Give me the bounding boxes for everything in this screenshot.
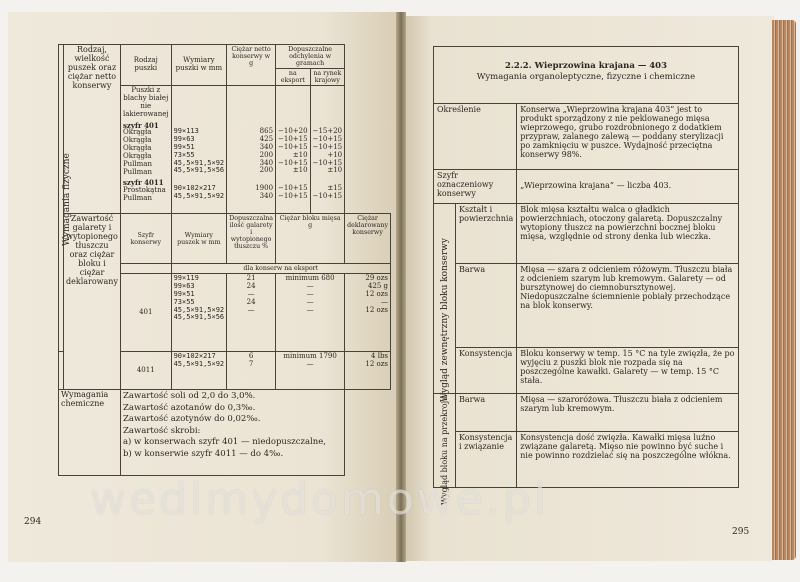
- can-dimensions: 73×55: [173, 297, 195, 306]
- col-header-net-weight: Ciężar netto konserwy w g: [227, 45, 276, 86]
- row-text-0: Konserwa „Wieprzowina krajana 403” jest to produkt sporządzony z nie peklowanego mięsa wieprzowego, grubo rozdrobnionego z dodatkiem przypraw, zalanego zalewą — poddany sterylizacji po zamknięciu w puszce. Wydajność przeciętna konserwy 98%.: [517, 104, 739, 170]
- can-dimensions: 45,5×91,5×56: [173, 166, 225, 175]
- section2-header: Zawartość galarety i wytopionego tłuszczu oraz ciężar bloku i ciężar deklarowany: [64, 214, 121, 390]
- page-edges: [772, 20, 796, 560]
- fat-percent: —: [247, 305, 255, 314]
- watermark: wedlmydomowe.pl: [90, 474, 549, 525]
- block-weight: —: [306, 297, 314, 306]
- can-type: Okrągła: [122, 136, 152, 145]
- declared-weight: 12 ozs: [365, 360, 389, 369]
- code-401: szyfr 401: [122, 120, 159, 130]
- section-title: 2.2.2. Wieprzowina krajana — 403: [504, 61, 668, 71]
- side-label-cross-section: Wygląd bloku na przekroju: [440, 395, 449, 505]
- row-text-5: Mięsa — szaroróżowa. Tłuszczu biała z odcieniem szarym lub kremowym.: [517, 394, 739, 432]
- chemical-requirement-line: Zawartość skrobi:: [122, 425, 201, 436]
- can-dimensions: 45,5×91,5×92: [173, 305, 225, 314]
- can-dimensions: 45,5×91,5×92: [173, 192, 225, 201]
- deviation-export: −10+15: [278, 158, 308, 167]
- page-number-right: 295: [732, 527, 750, 537]
- col-header-deviation: Dopuszczalne odchylenia w gramach: [276, 45, 345, 69]
- net-weight: 200: [259, 150, 274, 159]
- row-label-5: Barwa: [456, 394, 517, 432]
- row-label-4: Konsystencja: [456, 348, 517, 394]
- net-weight: 1900: [255, 184, 274, 193]
- net-weight: 425: [259, 135, 274, 144]
- row-label-6: Konsystencja i związanie: [456, 432, 517, 488]
- deviation-domestic: −15+20: [312, 127, 343, 136]
- chemical-requirement-line: Zawartość azotanów do 0,3‰.: [122, 402, 256, 413]
- can-dimensions: 45,5×91,5×56: [173, 313, 225, 322]
- subheader-export: na eksport: [276, 69, 311, 86]
- can-dimensions: 99×51: [173, 289, 195, 298]
- can-dimensions: 73×55: [173, 150, 195, 159]
- row-label-2: Kształt i powierzchnia: [456, 204, 517, 264]
- row-text-6: Konsystencja dość zwięzła. Kawałki mięsa luźno związane galaretą. Mięso nie powinno być suche i nie powinno rozdzielać się na poszczególne włókna.: [517, 432, 739, 488]
- s2-col-code: Szyfr konserwy: [120, 214, 171, 264]
- deviation-export: ±10: [292, 150, 308, 159]
- declared-weight: 12 ozs: [365, 305, 389, 314]
- deviation-export: −10+15: [278, 184, 308, 193]
- section1-header: Rodzaj, wielkość puszek oraz ciężar netto konserwy: [64, 45, 121, 214]
- row-text-1: „Wieprzowina krajana” — liczba 403.: [517, 170, 739, 204]
- declared-weight: —: [381, 297, 389, 306]
- s2-col-fat: Dopuszczalna ilość galarety i wytopionego tłuszczu %: [227, 214, 276, 264]
- net-weight: 340: [259, 142, 274, 151]
- fat-percent: 21: [246, 274, 256, 283]
- deviation-export: −10+15: [278, 135, 308, 144]
- can-type: Pullman: [122, 167, 152, 176]
- deviation-domestic: ±10: [327, 166, 343, 175]
- subheader-domestic: na rynek krajowy: [310, 69, 345, 86]
- chemical-label: Wymagania chemiczne: [59, 390, 121, 476]
- can-type: Okrągła: [122, 144, 152, 153]
- s2-code-401: 401: [120, 274, 171, 352]
- can-dimensions: 90×102×217: [173, 352, 216, 361]
- chemical-requirement-line: b) w konserwie szyfr 4011 — do 4‰.: [122, 448, 284, 459]
- right-header: [433, 46, 739, 104]
- deviation-export: −10+15: [278, 142, 308, 151]
- s2-col-declared: Ciężar deklarowany konserwy: [345, 214, 391, 264]
- section-subtitle: Wymagania organoleptyczne, fizyczne i chemiczne: [476, 72, 696, 83]
- can-dimensions: 99×113: [173, 127, 199, 136]
- fat-percent: 24: [246, 282, 256, 291]
- can-type: Prostokątna: [122, 186, 166, 195]
- page-number-left: 294: [24, 517, 42, 527]
- block-weight: minimum 680: [285, 274, 335, 283]
- row-text-4: Bloku konserwy w temp. 15 °C na tyle zwięzła, że po wyjęciu z puszki blok nie rozpada się na poszczególne kawałki. Galarety — w temp. 15 °C stała.: [517, 348, 739, 394]
- can-dimensions: 99×63: [173, 135, 195, 144]
- net-weight: 340: [259, 158, 274, 167]
- deviation-domestic: ±15: [327, 184, 343, 193]
- declared-weight: 29 ozs: [365, 274, 389, 283]
- can-type: Okrągła: [122, 128, 152, 137]
- deviation-domestic: −10+15: [312, 142, 343, 151]
- code-4011: szyfr 4011: [122, 178, 164, 188]
- can-dimensions: 99×63: [173, 282, 195, 291]
- fat-percent: 7: [248, 360, 254, 369]
- row-label-0: Określenie: [434, 104, 517, 170]
- net-weight: 200: [259, 166, 274, 175]
- can-type: Okrągła: [122, 151, 152, 160]
- deviation-domestic: −10+15: [312, 192, 343, 201]
- can-type: Pullman: [122, 194, 152, 202]
- can-dimensions: 99×51: [173, 142, 195, 151]
- can-dimensions: 45,5×91,5×92: [173, 360, 225, 369]
- can-dimensions: 99×119: [173, 274, 199, 283]
- declared-weight: 425 g: [367, 282, 389, 291]
- deviation-domestic: +10: [327, 150, 343, 159]
- block-weight: —: [306, 360, 314, 369]
- block-weight: minimum 1790: [283, 352, 337, 361]
- declared-weight: 4 lbs: [371, 352, 389, 361]
- s2-code-4011: 4011: [120, 352, 171, 390]
- block-weight: —: [306, 289, 314, 298]
- row-text-3: Mięsa — szara z odcieniem różowym. Tłuszczu biała z odcieniem szarym lub kremowym. Galarety — od bursztynowej do ciemnobursztynowej. Niedopuszczalne ściemnienie pobiały przechodzące na blok konserwy.: [517, 264, 739, 348]
- chemical-requirement-line: a) w konserwach szyfr 401 — niedopuszczalne,: [122, 437, 326, 448]
- chemical-requirement-line: Zawartość azotynów do 0,02‰.: [122, 414, 261, 425]
- deviation-domestic: −10+15: [312, 135, 343, 144]
- col-header-dimensions: Wymiary puszki w mm: [171, 45, 227, 86]
- can-dimensions: 90×102×217: [173, 184, 216, 193]
- fat-percent: 6: [248, 352, 254, 361]
- can-group-title: Puszki z blachy białej nie lakierowanej: [122, 86, 169, 118]
- net-weight: 340: [259, 192, 274, 201]
- deviation-export: −10+15: [278, 192, 308, 201]
- declared-weight: 12 ozs: [365, 289, 389, 298]
- row-label-3: Barwa: [456, 264, 517, 348]
- s2-col-dimensions: Wymiary puszek w mm: [171, 214, 227, 264]
- s2-col-block: Ciężar bloku mięsa g: [276, 214, 345, 264]
- deviation-export: ±10: [292, 166, 308, 175]
- physical-requirements-table: [58, 44, 391, 476]
- fat-percent: 24: [246, 297, 256, 306]
- side-label-exterior: Wygląd zewnętrzny bloku konserwy: [440, 238, 450, 402]
- block-weight: —: [306, 305, 314, 314]
- block-weight: —: [306, 282, 314, 291]
- can-dimensions: 45,5×91,5×92: [173, 158, 225, 167]
- row-text-2: Blok mięsa kształtu walca o gładkich powierzchniach, otoczony galaretą. Dopuszczalny wytopiony tłuszcz na powierzchni bocznej bloku mięsa, względnie od strony denka lub wieczka.: [517, 204, 739, 264]
- net-weight: 865: [259, 127, 274, 136]
- fat-percent: —: [247, 289, 255, 298]
- deviation-export: −10+20: [278, 127, 308, 136]
- organoleptic-table: [433, 103, 739, 488]
- row-label-1: Szyfr oznaczeniowy konserwy: [434, 170, 517, 204]
- deviation-domestic: −10+15: [312, 158, 343, 167]
- chemical-requirement-line: Zawartość soli od 2,0 do 3,0%.: [122, 391, 256, 402]
- can-type: Pullman: [122, 159, 152, 168]
- s2-subheader: dla konserw na eksport: [171, 264, 390, 274]
- col-header-can-type: Rodzaj puszki: [120, 45, 171, 86]
- side-label-physical: Wymagania fizyczne: [62, 153, 72, 246]
